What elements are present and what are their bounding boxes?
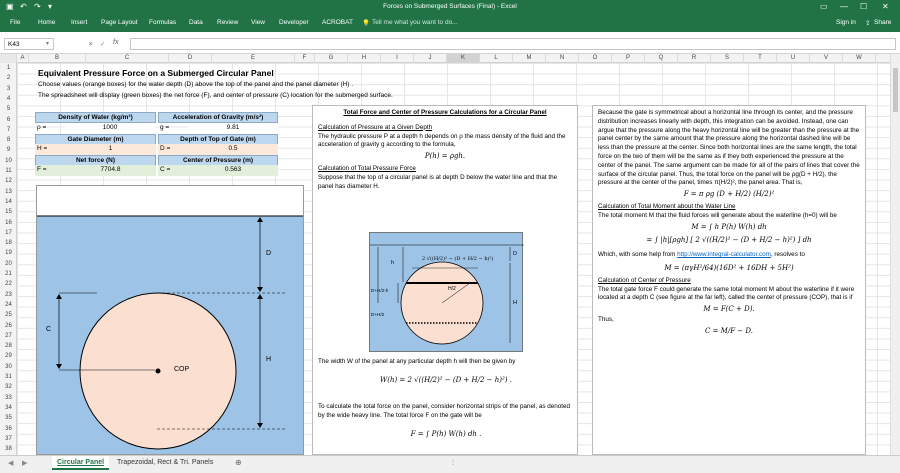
figure-DH2h-label: D+H/2-h <box>371 288 389 293</box>
C-output[interactable]: 0.563 <box>188 165 278 176</box>
column-header[interactable]: E <box>212 54 295 63</box>
column-header[interactable]: G <box>315 54 348 63</box>
select-all-corner[interactable] <box>0 54 17 63</box>
row-header[interactable]: 23 <box>5 291 12 298</box>
column-header[interactable]: L <box>480 54 513 63</box>
row-header[interactable]: 10 <box>5 157 12 164</box>
column-header[interactable]: J <box>414 54 447 63</box>
instruction-2: The spreadsheet will display (green boxes) the net force (F), and center of pressure (C) location for the submerged surface. <box>38 92 393 99</box>
row-header[interactable]: 3 <box>6 85 11 92</box>
tab-page-layout[interactable]: Page Layout <box>101 19 138 26</box>
row-header[interactable]: 2 <box>6 75 11 82</box>
name-box[interactable]: K43 <box>4 38 54 50</box>
row-header[interactable]: 16 <box>5 219 12 226</box>
row-header[interactable]: 12 <box>5 178 12 185</box>
row-header[interactable]: 22 <box>5 281 12 288</box>
row-header[interactable]: 29 <box>5 353 12 360</box>
customize-qat-icon[interactable]: ▾ <box>48 2 53 11</box>
row-header[interactable]: 19 <box>5 250 12 257</box>
sheet-title: Equivalent Pressure Force on a Submerged Circular Panel <box>38 68 274 78</box>
width-paragraph: The width W of the panel at any particular depth h will then be given by <box>318 358 516 365</box>
share-button[interactable]: Share <box>874 19 892 26</box>
row-header[interactable]: 20 <box>5 260 12 267</box>
width-equation: W(h) = 2 √((H/2)² − (D + H/2 − h)²) . <box>380 376 512 384</box>
ribbon <box>0 14 900 32</box>
row-header[interactable]: 38 <box>5 446 12 453</box>
row-header[interactable]: 26 <box>5 322 12 329</box>
close-icon[interactable]: ✕ <box>882 2 889 11</box>
rho-label: ρ = <box>37 124 47 131</box>
formula-input[interactable] <box>130 38 896 50</box>
row-header[interactable]: 24 <box>5 301 12 308</box>
column-header[interactable]: Q <box>645 54 678 63</box>
instruction-1: Choose values (orange boxes) for the water depth (D) above the top of the panel and the panel diameter (H) . <box>38 81 354 88</box>
moment-result-equation: M = (πγH²/64)(16D² + 16DH + 5H²) <box>664 263 794 272</box>
force-paragraph: Suppose that the top of a circular panel is at depth D below the water line and that the panel has diameter H. <box>318 173 558 190</box>
row-header[interactable]: 9 <box>6 147 11 154</box>
row-headers <box>0 63 17 455</box>
cop-diagram <box>36 185 304 455</box>
cop-header: Center of Pressure (m) <box>158 155 278 166</box>
diagram-D-label: D <box>266 250 272 257</box>
figure-H2-label: H/2 <box>448 286 456 292</box>
prev-sheet-icon[interactable]: ◀ <box>8 460 14 467</box>
column-header[interactable]: A <box>17 54 29 63</box>
row-header[interactable]: 8 <box>6 137 11 144</box>
gravity-header: Acceleration of Gravity (m/s²) <box>158 112 278 123</box>
column-header[interactable]: I <box>381 54 414 63</box>
row-header[interactable]: 36 <box>5 425 12 432</box>
row-header[interactable]: 4 <box>6 95 11 102</box>
integral-calculator-paragraph <box>598 251 860 260</box>
pressure-equation: P(h) = ρgh. <box>424 152 466 161</box>
row-header[interactable]: 7 <box>6 126 11 133</box>
tab-acrobat[interactable]: ACROBAT <box>322 19 353 26</box>
F-output[interactable]: 7704.8 <box>65 165 156 176</box>
window-title: Forces on Submerged Surfaces (Final) - Excel <box>383 3 517 10</box>
F-label: F = <box>35 165 65 176</box>
diagram-cop-label: COP <box>174 366 190 373</box>
integral-text-a: Which, with some help from <box>598 251 678 259</box>
figure-width-formula: 2 √((H/2)² − (D + H/2 − h)²) <box>422 256 494 262</box>
sign-in-link[interactable]: Sign in <box>836 19 856 26</box>
moment-panel <box>592 105 866 455</box>
column-header-selected[interactable]: K <box>447 54 480 63</box>
cop-paragraph: The total gate force F could generate the same total moment M about the waterline if it were located at a depth C (see figure at the far left), called the center of pressure (COP), that is if <box>598 285 855 302</box>
title-bar <box>0 0 900 14</box>
column-header[interactable]: B <box>29 54 86 63</box>
column-header[interactable]: O <box>579 54 612 63</box>
figure-D-label: D <box>513 251 517 257</box>
strip-figure <box>369 232 523 352</box>
row-header[interactable]: 31 <box>5 374 12 380</box>
derivation-title: Total Force and Center of Pressure Calculations for a Circular Panel <box>343 109 547 116</box>
diameter-header: Gate Diameter (m) <box>35 134 156 145</box>
force-integral-equation: F = ∫ P(h) W(h) dh . <box>410 430 482 438</box>
share-icon[interactable]: ⇪ <box>865 20 871 27</box>
column-header[interactable]: R <box>678 54 711 63</box>
g-value[interactable]: 9.81 <box>188 123 278 134</box>
pressure-paragraph: The hydraulic pressure P at a depth h depends on ρ the mass density of the fluid and the acceleration of gravity g according to the formula, <box>318 132 566 149</box>
cop-point <box>156 369 161 374</box>
minimize-icon[interactable]: — <box>840 2 848 11</box>
H-label: H = <box>35 144 65 155</box>
next-sheet-icon[interactable]: ▶ <box>22 460 28 467</box>
tab-view[interactable]: View <box>251 19 265 26</box>
tab-insert[interactable]: Insert <box>71 19 88 26</box>
section-moment-heading: Calculation of Total Moment about the Water Line <box>598 202 736 210</box>
moment-expanded-equation: = ∫ |h|[ρgh] [ 2 √((H/2)² − (D + H/2 − h)²) ] dh <box>646 236 812 245</box>
maximize-icon[interactable]: ☐ <box>860 2 868 11</box>
tab-review[interactable]: Review <box>217 19 239 26</box>
section-pressure-heading: Calculation of Pressure at a Given Depth <box>318 123 433 131</box>
force-header: Net force (N) <box>35 155 156 166</box>
column-header[interactable]: N <box>546 54 579 63</box>
moment-force-equation: M = F(C + D). <box>703 305 755 314</box>
row-header[interactable]: 1 <box>6 65 11 71</box>
row-header[interactable]: 15 <box>5 209 12 216</box>
g-label: g = <box>160 124 170 131</box>
section-cop-heading: Calculation of Center of Pressure <box>598 276 691 284</box>
formula-bar <box>0 32 900 54</box>
undo-icon[interactable]: ↶ <box>20 2 27 11</box>
integral-calculator-link[interactable]: http://www.integral-calculator.com <box>677 251 771 259</box>
row-header[interactable]: 37 <box>5 435 12 442</box>
figure-h-label: h <box>391 260 395 266</box>
horizontal-scroll-icon[interactable]: ⋮ <box>450 460 456 466</box>
column-header[interactable]: M <box>513 54 546 63</box>
scrollbar-thumb[interactable] <box>893 68 898 112</box>
depth-header: Depth of Top of Gate (m) <box>158 134 278 145</box>
sheet-tab-trapezoidal[interactable]: Trapezoidal, Rect & Tri. Panels <box>117 459 214 466</box>
row-header[interactable]: 25 <box>5 312 12 319</box>
row-header[interactable]: 13 <box>5 188 12 195</box>
tab-developer[interactable]: Developer <box>279 19 309 26</box>
moment-paragraph: The total moment M that the fluid forces will generate about the waterline (h=0) will be <box>598 211 837 219</box>
column-header[interactable]: U <box>777 54 810 63</box>
redo-icon[interactable]: ↷ <box>34 2 41 11</box>
row-header[interactable]: 5 <box>6 106 11 113</box>
column-header[interactable]: P <box>612 54 645 63</box>
ribbon-options-icon[interactable]: ▭ <box>820 2 828 11</box>
enter-icon[interactable]: ✓ <box>100 41 106 48</box>
tab-data[interactable]: Data <box>189 19 203 26</box>
row-header[interactable]: 11 <box>5 168 12 174</box>
row-header[interactable]: 14 <box>5 198 12 205</box>
C-label: C = <box>158 165 188 176</box>
strip-figure-svg <box>370 233 524 353</box>
add-sheet-icon[interactable]: ⊕ <box>235 458 242 467</box>
sheet-tab-circular-panel[interactable]: Circular Panel <box>52 456 109 470</box>
column-header[interactable]: W <box>843 54 876 63</box>
row-header[interactable]: 34 <box>5 404 12 411</box>
row-header[interactable]: 21 <box>5 271 12 277</box>
diagram-C-label: C <box>46 326 52 333</box>
row-header[interactable]: 32 <box>5 384 12 391</box>
figure-H-label: H <box>513 300 517 306</box>
column-header[interactable]: C <box>86 54 169 63</box>
derivation-panel <box>312 105 578 455</box>
chevron-down-icon[interactable]: ▾ <box>46 41 50 47</box>
column-headers <box>0 54 900 63</box>
diagram-H-label: H <box>266 356 272 363</box>
cancel-icon[interactable]: ✕ <box>88 41 94 48</box>
tab-file[interactable]: File <box>10 19 21 26</box>
figure-DH2-label: D+H/2 <box>371 312 385 317</box>
cop-diagram-svg <box>37 186 304 455</box>
fx-icon[interactable]: fx <box>113 39 119 46</box>
D-label: D = <box>158 144 188 155</box>
row-header[interactable]: 33 <box>5 394 12 401</box>
row-header[interactable]: 30 <box>5 363 12 370</box>
column-header[interactable]: S <box>711 54 744 63</box>
column-header[interactable]: T <box>744 54 777 63</box>
row-header[interactable]: 6 <box>6 116 11 123</box>
moment-equation: M = ∫ h P(h) W(h) dh <box>691 222 767 231</box>
cop-equation: C = M/F − D. <box>705 326 753 335</box>
thus-text: Thus, <box>598 315 614 323</box>
sheet-tab-bar <box>0 455 900 473</box>
column-header[interactable]: H <box>348 54 381 63</box>
rho-value[interactable]: 1000 <box>65 123 155 134</box>
integral-text-b: , resolves to <box>770 251 805 259</box>
symmetry-paragraph: Because the gate is symmetrical about a horizontal line through its center, and the pressure distribution increases linearly with depth, this integration can be avoided. Instead, one can argue that the pressure along the heavy horizontal line will be greater than the pressure at the panel center by the same amount that the pressure along the horizontal dashed line will be less than the pressure at the center. Since both horizontal lines are the same length, the total force on the two of them will be the same as if they both experienced the pressure at the center of the panel. The same argument can be made for all of the pairs of lines that cover the surface of the circular panel. Thus, the total force on the panel will be ρg(D + H/2), the pressure at the center of the panel, times π(H/2)², the panel area. That is, <box>598 109 860 187</box>
column-header[interactable]: F <box>295 54 315 63</box>
row-header[interactable]: 18 <box>5 240 12 247</box>
column-header[interactable]: D <box>169 54 212 63</box>
vertical-scrollbar[interactable] <box>890 54 900 455</box>
save-icon[interactable]: ▣ <box>6 2 14 11</box>
strips-paragraph: To calculate the total force on the panel, consider horizontal strips of the panel, as denoted by the wide heavy line. The total force F on the gate will be <box>318 403 571 419</box>
density-header: Density of Water (kg/m³) <box>35 112 156 123</box>
D-input[interactable]: 0.5 <box>188 144 278 155</box>
row-header[interactable]: 27 <box>5 332 12 339</box>
tell-me-input[interactable]: Tell me what you want to do... <box>372 19 458 26</box>
tab-home[interactable]: Home <box>38 19 56 26</box>
lightbulb-icon: 💡 <box>362 20 371 27</box>
row-header[interactable]: 17 <box>5 229 12 236</box>
H-input[interactable]: 1 <box>65 144 156 155</box>
row-header[interactable]: 35 <box>5 415 12 422</box>
tab-formulas[interactable]: Formulas <box>149 19 177 26</box>
section-force-heading: Calculation of Total Pressure Force <box>318 164 416 172</box>
column-header[interactable]: V <box>810 54 843 63</box>
row-header[interactable]: 28 <box>5 343 12 350</box>
total-force-equation: F = π ρg (D + H/2) (H/2)² <box>683 190 775 199</box>
